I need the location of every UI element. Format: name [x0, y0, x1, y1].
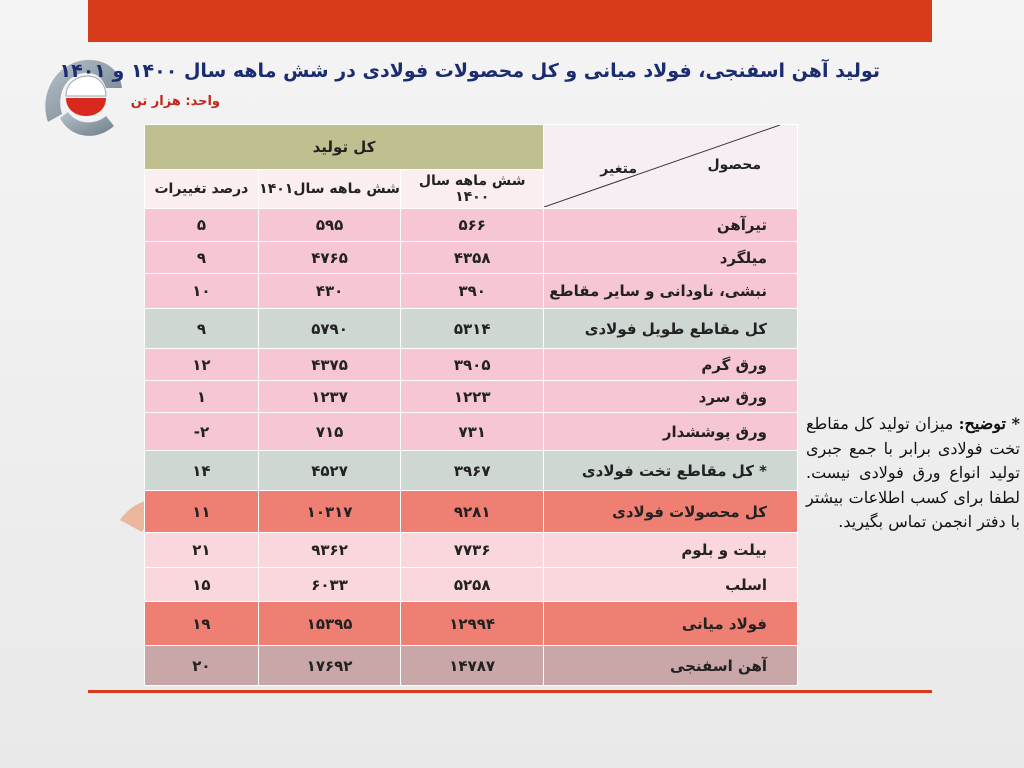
product-cell: میلگرد — [544, 242, 798, 274]
value-1400-cell: ۵۳۱۴ — [401, 309, 544, 349]
product-cell: کل محصولات فولادی — [544, 491, 798, 533]
table-row — [145, 533, 798, 568]
value-1401-cell: ۱۷۶۹۲ — [258, 646, 400, 686]
corner-header-cell — [544, 125, 798, 209]
product-cell: نبشی، ناودانی و سایر مقاطع — [544, 274, 798, 309]
production-table — [144, 124, 798, 686]
group-header-total: کل تولید — [145, 125, 544, 170]
table-row — [145, 349, 798, 381]
product-cell: فولاد میانی — [544, 602, 798, 646]
value-1400-cell: ۳۹۰ — [401, 274, 544, 309]
change-percent-cell: ۹ — [145, 242, 259, 274]
value-1400-cell: ۷۳۱ — [401, 413, 544, 451]
table-row — [145, 491, 798, 533]
value-1400-cell: ۳۹۶۷ — [401, 451, 544, 491]
value-1401-cell: ۵۷۹۰ — [258, 309, 400, 349]
value-1401-cell: ۴۵۲۷ — [258, 451, 400, 491]
column-header-1401: شش ماهه سال۱۴۰۱ — [258, 170, 400, 209]
value-1400-cell: ۳۹۰۵ — [401, 349, 544, 381]
value-1400-cell: ۴۳۵۸ — [401, 242, 544, 274]
product-cell: اسلب — [544, 568, 798, 602]
value-1400-cell: ۵۲۵۸ — [401, 568, 544, 602]
value-1400-cell: ۱۲۹۹۴ — [401, 602, 544, 646]
product-cell: * کل مقاطع تخت فولادی — [544, 451, 798, 491]
table-row — [145, 274, 798, 309]
note-text: میزان تولید کل مقاطع تخت فولادی برابر با جمع جبری تولید انواع ورق فولادی نیست. لطفا برای کسب اطلاعات بیشتر با دفتر انجمن تماس بگیرید. — [806, 414, 1020, 531]
table-row — [145, 451, 798, 491]
change-percent-cell: ۱۵ — [145, 568, 259, 602]
table-row — [145, 646, 798, 686]
change-percent-cell: ۵ — [145, 209, 259, 242]
change-percent-cell: ۱۴ — [145, 451, 259, 491]
value-1401-cell: ۱۲۳۷ — [258, 381, 400, 413]
change-percent-cell: ۲۱ — [145, 533, 259, 568]
corner-variable-label: متغیر — [600, 161, 637, 177]
table-row — [145, 309, 798, 349]
note-label: * توضیح: — [958, 414, 1020, 433]
product-cell: ورق سرد — [544, 381, 798, 413]
value-1401-cell: ۱۵۳۹۵ — [258, 602, 400, 646]
value-1401-cell: ۷۱۵ — [258, 413, 400, 451]
table-row — [145, 209, 798, 242]
top-banner-bar — [88, 0, 932, 42]
page-title: تولید آهن اسفنجی، فولاد میانی و کل محصولات فولادی در شش ماهه سال ۱۴۰۰ و ۱۴۰۱ — [59, 60, 880, 82]
table-row — [145, 381, 798, 413]
corner-product-label: محصول — [707, 157, 761, 173]
change-percent-cell: ۲- — [145, 413, 259, 451]
change-percent-cell: ۱۰ — [145, 274, 259, 309]
product-cell: بیلت و بلوم — [544, 533, 798, 568]
value-1401-cell: ۱۰۳۱۷ — [258, 491, 400, 533]
column-header-1400: شش ماهه سال ۱۴۰۰ — [401, 170, 544, 209]
change-percent-cell: ۲۰ — [145, 646, 259, 686]
change-percent-cell: ۱ — [145, 381, 259, 413]
change-percent-cell: ۱۱ — [145, 491, 259, 533]
table-header-row-1 — [145, 125, 798, 170]
change-percent-cell: ۹ — [145, 309, 259, 349]
product-cell: آهن اسفنجی — [544, 646, 798, 686]
product-cell: ورق پوششدار — [544, 413, 798, 451]
table-row — [145, 242, 798, 274]
value-1401-cell: ۹۳۶۲ — [258, 533, 400, 568]
value-1401-cell: ۶۰۳۳ — [258, 568, 400, 602]
value-1400-cell: ۱۲۲۳ — [401, 381, 544, 413]
product-cell: کل مقاطع طویل فولادی — [544, 309, 798, 349]
table-row — [145, 602, 798, 646]
value-1401-cell: ۴۳۷۵ — [258, 349, 400, 381]
product-cell: ورق گرم — [544, 349, 798, 381]
unit-label: واحد: هزار تن — [130, 94, 220, 109]
value-1401-cell: ۴۷۶۵ — [258, 242, 400, 274]
value-1401-cell: ۵۹۵ — [258, 209, 400, 242]
value-1401-cell: ۴۳۰ — [258, 274, 400, 309]
table-row — [145, 413, 798, 451]
table-body — [145, 209, 798, 686]
change-percent-cell: ۱۹ — [145, 602, 259, 646]
change-percent-cell: ۱۲ — [145, 349, 259, 381]
explanation-note — [806, 412, 1020, 535]
value-1400-cell: ۱۴۷۸۷ — [401, 646, 544, 686]
bottom-divider — [88, 690, 932, 693]
value-1400-cell: ۵۶۶ — [401, 209, 544, 242]
column-header-change: درصد تغییرات — [145, 170, 259, 209]
product-cell: تیرآهن — [544, 209, 798, 242]
value-1400-cell: ۷۷۳۶ — [401, 533, 544, 568]
value-1400-cell: ۹۲۸۱ — [401, 491, 544, 533]
table-row — [145, 568, 798, 602]
